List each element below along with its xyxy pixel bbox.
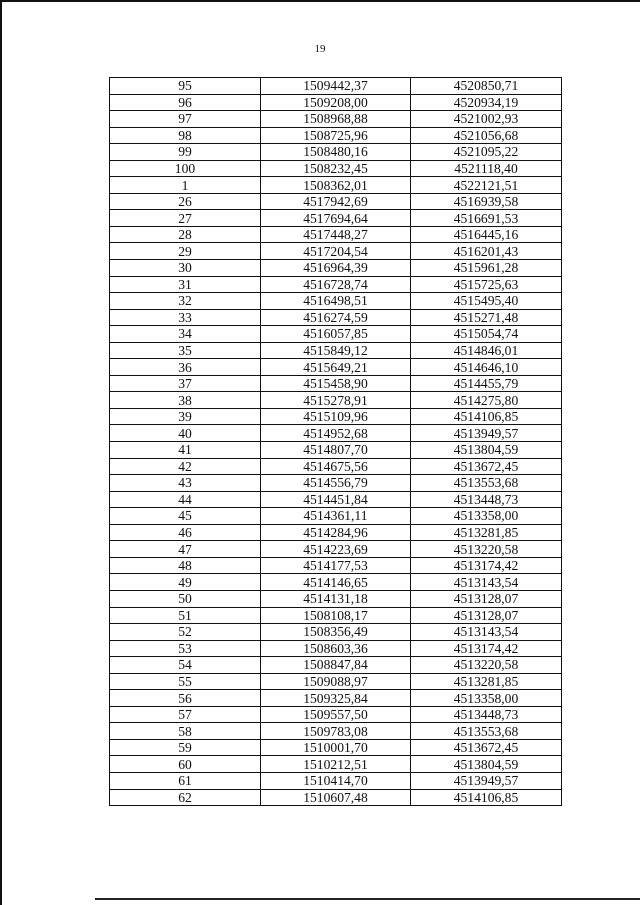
coordinate-x-cell: 4514177,53 [261, 557, 411, 574]
coordinate-x-cell: 1509088,97 [261, 673, 411, 690]
table-row [110, 624, 562, 641]
point-number-cell: 40 [110, 425, 261, 442]
table-row [110, 392, 562, 409]
coordinate-y-cell: 4513174,42 [411, 557, 562, 574]
coordinate-y-cell: 4514275,80 [411, 392, 562, 409]
coordinate-y-cell: 4521118,40 [411, 160, 562, 177]
coordinate-y-cell: 4513672,45 [411, 458, 562, 475]
point-number-cell: 47 [110, 541, 261, 558]
coordinate-y-cell: 4513448,73 [411, 491, 562, 508]
coordinate-y-cell: 4514646,10 [411, 359, 562, 376]
point-number-cell: 27 [110, 210, 261, 227]
coordinates-table-body [110, 78, 562, 806]
coordinate-y-cell: 4522121,51 [411, 177, 562, 194]
coordinate-y-cell: 4513143,54 [411, 574, 562, 591]
coordinate-y-cell: 4513448,73 [411, 706, 562, 723]
point-number-cell: 58 [110, 723, 261, 740]
table-row [110, 94, 562, 111]
coordinate-x-cell: 1510001,70 [261, 739, 411, 756]
table-row [110, 226, 562, 243]
point-number-cell: 26 [110, 193, 261, 210]
coordinate-x-cell: 1509783,08 [261, 723, 411, 740]
coordinate-x-cell: 1509208,00 [261, 94, 411, 111]
table-row [110, 276, 562, 293]
coordinate-x-cell: 1510607,48 [261, 789, 411, 806]
scan-border-left [0, 0, 2, 905]
coordinate-x-cell: 4514361,11 [261, 508, 411, 525]
coordinate-x-cell: 1508847,84 [261, 657, 411, 674]
table-row [110, 706, 562, 723]
table-row [110, 590, 562, 607]
coordinate-x-cell: 4516057,85 [261, 326, 411, 343]
table-row [110, 458, 562, 475]
coordinate-x-cell: 1508362,01 [261, 177, 411, 194]
point-number-cell: 51 [110, 607, 261, 624]
coordinate-y-cell: 4513128,07 [411, 607, 562, 624]
table-row [110, 789, 562, 806]
table-row [110, 673, 562, 690]
coordinate-x-cell: 1508725,96 [261, 127, 411, 144]
table-row [110, 541, 562, 558]
table-row [110, 442, 562, 459]
coordinate-y-cell: 4515271,48 [411, 309, 562, 326]
table-row [110, 475, 562, 492]
coordinate-y-cell: 4513174,42 [411, 640, 562, 657]
coordinate-y-cell: 4513553,68 [411, 723, 562, 740]
coordinate-x-cell: 1508108,17 [261, 607, 411, 624]
point-number-cell: 38 [110, 392, 261, 409]
table-row [110, 491, 562, 508]
coordinate-y-cell: 4513220,58 [411, 541, 562, 558]
coordinate-y-cell: 4521095,22 [411, 144, 562, 161]
coordinate-x-cell: 4515849,12 [261, 342, 411, 359]
coordinate-x-cell: 4516728,74 [261, 276, 411, 293]
coordinate-x-cell: 1510414,70 [261, 772, 411, 789]
table-row [110, 557, 562, 574]
table-row [110, 243, 562, 260]
table-row [110, 375, 562, 392]
point-number-cell: 62 [110, 789, 261, 806]
coordinate-x-cell: 4515458,90 [261, 375, 411, 392]
table-row [110, 607, 562, 624]
scan-border-top [0, 0, 640, 2]
table-row [110, 193, 562, 210]
coordinate-y-cell: 4514106,85 [411, 408, 562, 425]
coordinate-y-cell: 4516201,43 [411, 243, 562, 260]
coordinate-x-cell: 1508356,49 [261, 624, 411, 641]
coordinate-y-cell: 4513128,07 [411, 590, 562, 607]
coordinate-x-cell: 4514675,56 [261, 458, 411, 475]
coordinate-x-cell: 4516274,59 [261, 309, 411, 326]
coordinate-y-cell: 4516445,16 [411, 226, 562, 243]
point-number-cell: 95 [110, 78, 261, 95]
table-row [110, 690, 562, 707]
coordinate-x-cell: 4514556,79 [261, 475, 411, 492]
coordinate-x-cell: 1509557,50 [261, 706, 411, 723]
point-number-cell: 56 [110, 690, 261, 707]
coordinate-y-cell: 4514106,85 [411, 789, 562, 806]
point-number-cell: 96 [110, 94, 261, 111]
table-row [110, 111, 562, 128]
coordinate-y-cell: 4516691,53 [411, 210, 562, 227]
coordinate-x-cell: 1508480,16 [261, 144, 411, 161]
point-number-cell: 99 [110, 144, 261, 161]
coordinate-x-cell: 4514284,96 [261, 524, 411, 541]
table-row [110, 408, 562, 425]
table-row [110, 326, 562, 343]
point-number-cell: 49 [110, 574, 261, 591]
coordinate-x-cell: 4514952,68 [261, 425, 411, 442]
coordinate-x-cell: 4515278,91 [261, 392, 411, 409]
coordinate-x-cell: 4514223,69 [261, 541, 411, 558]
coordinate-y-cell: 4520934,19 [411, 94, 562, 111]
table-row [110, 293, 562, 310]
table-row [110, 127, 562, 144]
point-number-cell: 61 [110, 772, 261, 789]
point-number-cell: 37 [110, 375, 261, 392]
coordinate-x-cell: 4517448,27 [261, 226, 411, 243]
coordinate-x-cell: 1508603,36 [261, 640, 411, 657]
table-row [110, 78, 562, 95]
table-row [110, 309, 562, 326]
coordinate-x-cell: 4516498,51 [261, 293, 411, 310]
coordinate-y-cell: 4513220,58 [411, 657, 562, 674]
point-number-cell: 48 [110, 557, 261, 574]
table-row [110, 772, 562, 789]
coordinate-y-cell: 4515054,74 [411, 326, 562, 343]
point-number-cell: 31 [110, 276, 261, 293]
point-number-cell: 57 [110, 706, 261, 723]
point-number-cell: 28 [110, 226, 261, 243]
coordinate-y-cell: 4513358,00 [411, 690, 562, 707]
point-number-cell: 50 [110, 590, 261, 607]
scan-border-bottom [95, 898, 640, 900]
coordinate-y-cell: 4513143,54 [411, 624, 562, 641]
coordinate-y-cell: 4513672,45 [411, 739, 562, 756]
coordinate-x-cell: 4517204,54 [261, 243, 411, 260]
coordinate-y-cell: 4513553,68 [411, 475, 562, 492]
point-number-cell: 98 [110, 127, 261, 144]
coordinate-y-cell: 4513949,57 [411, 772, 562, 789]
table-row [110, 524, 562, 541]
point-number-cell: 29 [110, 243, 261, 260]
table-row [110, 342, 562, 359]
coordinate-y-cell: 4513281,85 [411, 673, 562, 690]
table-row [110, 210, 562, 227]
point-number-cell: 1 [110, 177, 261, 194]
coordinate-x-cell: 4515649,21 [261, 359, 411, 376]
table-row [110, 574, 562, 591]
point-number-cell: 39 [110, 408, 261, 425]
table-row [110, 756, 562, 773]
coordinate-x-cell: 4515109,96 [261, 408, 411, 425]
coordinate-y-cell: 4515495,40 [411, 293, 562, 310]
coordinate-y-cell: 4515961,28 [411, 260, 562, 277]
coordinate-x-cell: 1508232,45 [261, 160, 411, 177]
coordinate-y-cell: 4516939,58 [411, 193, 562, 210]
table-row [110, 723, 562, 740]
coordinate-y-cell: 4514846,01 [411, 342, 562, 359]
coordinate-x-cell: 4514131,18 [261, 590, 411, 607]
table-row [110, 657, 562, 674]
coordinate-y-cell: 4521056,68 [411, 127, 562, 144]
coordinate-x-cell: 1508968,88 [261, 111, 411, 128]
point-number-cell: 55 [110, 673, 261, 690]
point-number-cell: 34 [110, 326, 261, 343]
coordinate-x-cell: 4514807,70 [261, 442, 411, 459]
point-number-cell: 46 [110, 524, 261, 541]
page-number: 19 [314, 43, 326, 55]
table-row [110, 359, 562, 376]
coordinate-x-cell: 4517694,64 [261, 210, 411, 227]
table-row [110, 640, 562, 657]
point-number-cell: 44 [110, 491, 261, 508]
coordinate-y-cell: 4513949,57 [411, 425, 562, 442]
point-number-cell: 53 [110, 640, 261, 657]
coordinate-x-cell: 4517942,69 [261, 193, 411, 210]
point-number-cell: 97 [110, 111, 261, 128]
coordinate-y-cell: 4521002,93 [411, 111, 562, 128]
table-row [110, 144, 562, 161]
coordinate-y-cell: 4514455,79 [411, 375, 562, 392]
table-row [110, 177, 562, 194]
point-number-cell: 45 [110, 508, 261, 525]
point-number-cell: 54 [110, 657, 261, 674]
coordinate-y-cell: 4513804,59 [411, 442, 562, 459]
table-row [110, 160, 562, 177]
point-number-cell: 100 [110, 160, 261, 177]
coordinate-x-cell: 4514146,65 [261, 574, 411, 591]
coordinate-x-cell: 1509325,84 [261, 690, 411, 707]
coordinate-x-cell: 4514451,84 [261, 491, 411, 508]
point-number-cell: 33 [110, 309, 261, 326]
point-number-cell: 41 [110, 442, 261, 459]
point-number-cell: 35 [110, 342, 261, 359]
coordinate-x-cell: 4516964,39 [261, 260, 411, 277]
point-number-cell: 42 [110, 458, 261, 475]
coordinate-y-cell: 4513281,85 [411, 524, 562, 541]
coordinate-y-cell: 4513358,00 [411, 508, 562, 525]
coordinate-x-cell: 1510212,51 [261, 756, 411, 773]
table-row [110, 508, 562, 525]
table-row [110, 739, 562, 756]
point-number-cell: 36 [110, 359, 261, 376]
point-number-cell: 32 [110, 293, 261, 310]
point-number-cell: 30 [110, 260, 261, 277]
point-number-cell: 52 [110, 624, 261, 641]
point-number-cell: 59 [110, 739, 261, 756]
coordinate-x-cell: 1509442,37 [261, 78, 411, 95]
table-row [110, 425, 562, 442]
point-number-cell: 43 [110, 475, 261, 492]
coordinate-y-cell: 4515725,63 [411, 276, 562, 293]
table-row [110, 260, 562, 277]
coordinate-y-cell: 4520850,71 [411, 78, 562, 95]
coordinates-table [109, 77, 562, 806]
point-number-cell: 60 [110, 756, 261, 773]
coordinate-y-cell: 4513804,59 [411, 756, 562, 773]
